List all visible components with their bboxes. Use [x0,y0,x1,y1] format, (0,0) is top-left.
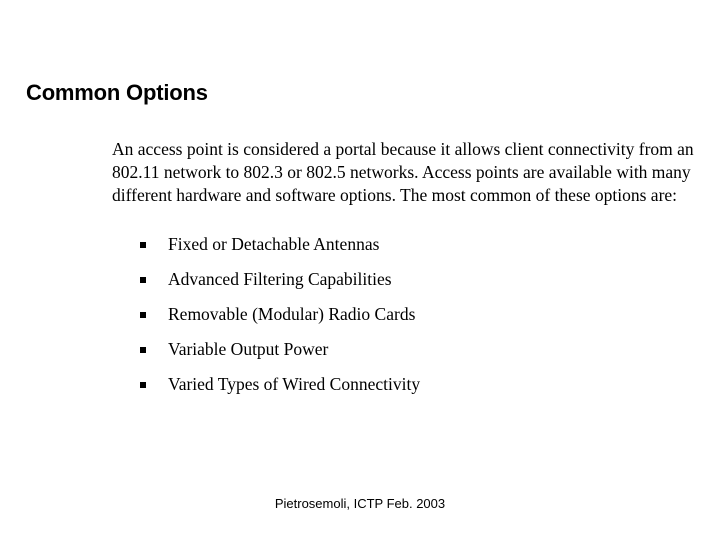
square-bullet-icon [140,382,146,388]
slide-footer: Pietrosemoli, ICTP Feb. 2003 [274,496,446,511]
list-item-text: Removable (Modular) Radio Cards [168,304,416,324]
list-item [140,262,420,297]
options-list [140,227,420,402]
square-bullet-icon [140,277,146,283]
slide-title: Common Options [26,80,208,105]
list-item [140,367,420,402]
list-item [140,332,420,367]
list-item-text: Variable Output Power [168,339,329,359]
list-item [140,297,420,332]
square-bullet-icon [140,312,146,318]
list-item-text: Fixed or Detachable Antennas [168,234,380,254]
list-item-text: Advanced Filtering Capabilities [168,269,392,289]
intro-paragraph: An access point is considered a portal because it allows client connectivity from an 802.11 network to 802.3 or 802.5 networks. Access points are available with many different hardware and software options. The most common of these options are: [112,139,694,205]
list-item-text: Varied Types of Wired Connectivity [168,374,421,394]
list-item [140,227,420,262]
square-bullet-icon [140,347,146,353]
square-bullet-icon [140,242,146,248]
